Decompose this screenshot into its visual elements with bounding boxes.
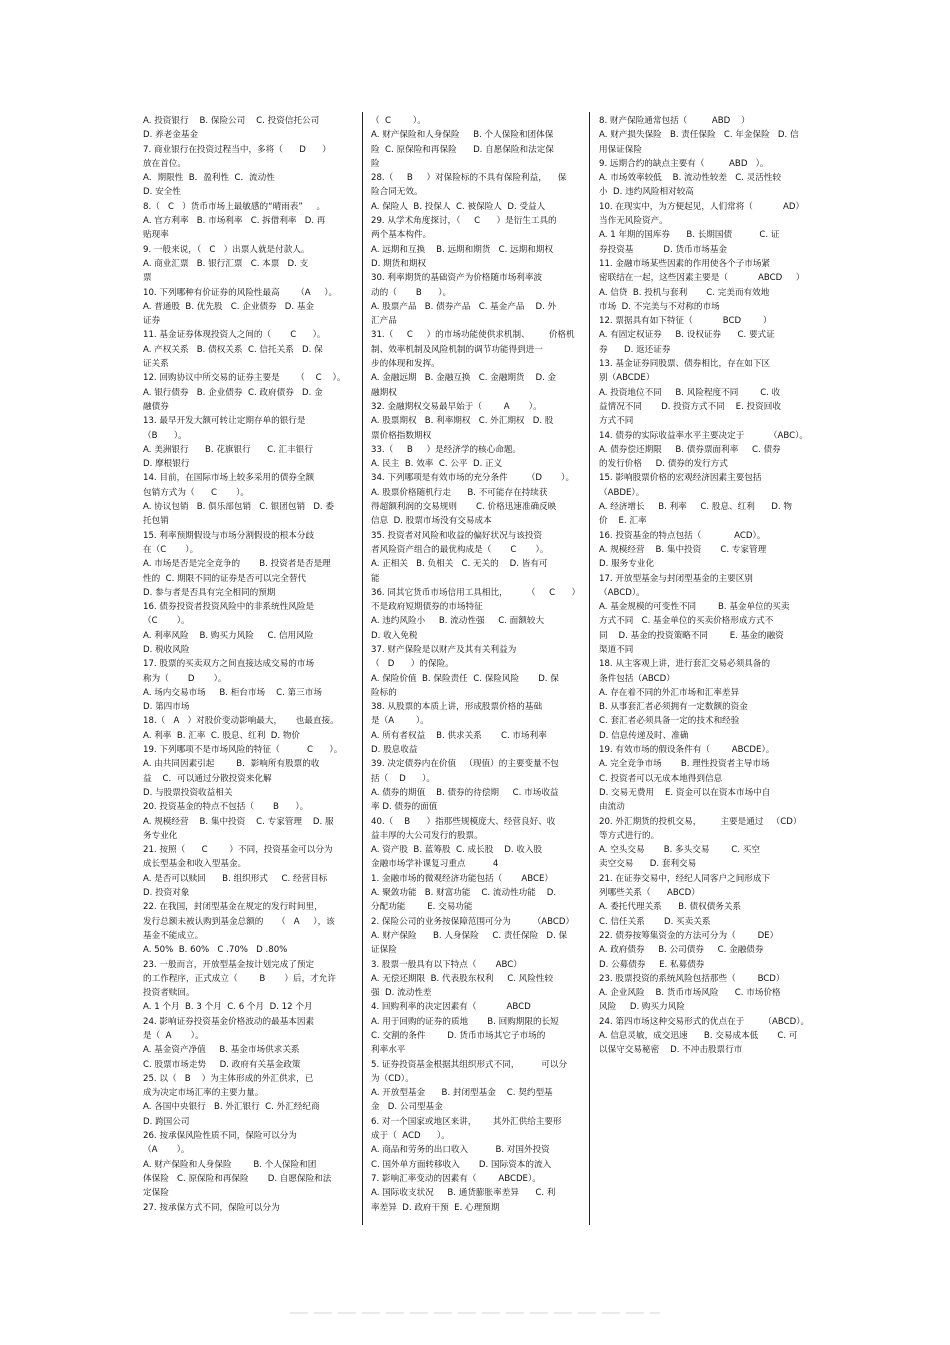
text-line: 15. 影响股票价格的宏观经济因素主要包括 <box>599 473 762 484</box>
text-line: 基金不能成立。 <box>143 930 204 941</box>
text-line: A. 股票期权 B. 利率期权 C. 外汇期权 D. 股 <box>371 416 554 427</box>
text-line: A. 市场是否是完全竞争的 B. 投资者是否是理 <box>143 559 331 570</box>
text-line: A. 用于回购的证券的质地 B. 回购期限的长短 <box>371 1016 559 1027</box>
text-line: A. 利率风险 B. 购买力风险 C. 信用风险 <box>143 630 314 641</box>
text-line: 益 C．可以通过分散投资来化解 <box>143 773 272 784</box>
text-line: 汇产品 <box>371 316 397 327</box>
text-line: A. 民主 B. 效率 C. 公平 D. 正义 <box>371 459 503 470</box>
text-line: A. 商业汇票 B. 银行汇票 C. 本票 D. 支 <box>143 258 309 269</box>
text-line: D. 安全性 <box>143 187 181 198</box>
text-line: 18.（ A ）对股价变动影响最大， 也最直接。 <box>143 716 339 727</box>
text-line: A. 保险价值 B. 保险责任 C. 保险风险 D. 保 <box>371 673 559 684</box>
text-line: 卖空交易 D. 套利交易 <box>599 859 697 870</box>
text-line: D. 参与者是否具有完全相同的预期 <box>143 587 276 598</box>
text-line: 券 D. 返还证券 <box>599 344 671 355</box>
text-line: 10. 在现实中，为方便起见，人们常将（ AD） <box>599 201 805 212</box>
text-line: A. 无偿还期限 B. 代表股东权利 C. 风险性较 <box>371 973 554 984</box>
text-line: 益情况不同 D. 投资方式不同 E. 投资回收 <box>599 401 781 412</box>
text-line: 在（C ）。 <box>143 544 199 555</box>
text-line: 6. 对一个国家或地区来讲， 其外汇供给主要形 <box>371 1116 562 1127</box>
text-line: 贴现率 <box>143 230 169 241</box>
text-line: A. 银行债券 B. 企业债券 C. 政府债券 D. 金 <box>143 387 323 398</box>
text-line: 23. 一般而言，开放型基金按计划完成了预定 <box>143 959 315 970</box>
text-line: A. 经济增长 B. 利率 C. 股息、红利 D. 物 <box>599 502 792 513</box>
text-line: A. 产权关系 B. 债权关系 C. 信托关系 D. 保 <box>143 344 323 355</box>
text-line: A. 债券的期值 B. 债券的待偿期 C. 市场收益 <box>371 787 559 798</box>
text-line: C. 交割的条件 D. 货币市场其它子市场的 <box>371 1031 546 1041</box>
text-line: 4. 回购利率的决定因素有（ ABCD <box>371 1002 531 1013</box>
text-line: 括（ D ）。 <box>371 773 436 784</box>
text-line: A. 信息灵敏，成交迅速 B. 交易成本低 C. 可 <box>599 1031 798 1041</box>
column-divider <box>362 112 363 1225</box>
text-line: 9. 远期合约的缺点主要有（ ABD ）。 <box>599 158 769 169</box>
text-line: 16. 投资基金的特点包括（ ACD）。 <box>599 530 766 541</box>
text-line: 票 <box>143 273 152 284</box>
text-line: 列哪些关系（ ABCD） <box>599 888 700 899</box>
text-line: A. 资产股 B. 蓝筹股 C. 成长股 D. 收入股 <box>371 845 543 856</box>
text-line: 12. 票据具有如下特征（ BCD ） <box>599 316 772 327</box>
text-line: 价 E. 汇率 <box>599 516 647 527</box>
text-line: D. 养老金基金 <box>143 130 199 141</box>
text-line: 14. 目前，在国际市场上较多采用的债券全额 <box>143 473 315 484</box>
text-line: 7. 商业银行在投资过程当中，多将（ D ） <box>143 144 331 155</box>
text-line: 利率水平 <box>371 1045 406 1056</box>
text-line: 密联结在一起，这些因素主要是（ ABCD ） <box>599 273 805 284</box>
text-line: A. 美洲银行 B. 花旗银行 C. 汇丰银行 <box>143 444 313 455</box>
text-line: A. 投资地位不同 B. 风险程度不同 C. 收 <box>599 387 781 398</box>
text-line: 动的（ B ）。 <box>371 287 452 298</box>
text-line: 证券 <box>143 316 161 327</box>
column-1 <box>143 114 357 1215</box>
text-line: 7. 影响汇率变动的因素有（ ABCDE）。 <box>371 1173 541 1184</box>
text-line: A. 财产损失保险 B. 责任保险 C. 年金保险 D. 信 <box>599 130 799 141</box>
text-line: A. 违约风险小 B. 流动性强 C. 面额较大 <box>371 616 545 627</box>
text-line: 9. 一般来说，（ C ）出票人就是付款人。 <box>143 244 310 255</box>
text-line: 21. 按照（ C ）不同，投资基金可以分为 <box>143 845 333 856</box>
text-line: 用保证保险 <box>599 144 642 155</box>
text-line: 22. 债券按筹集资金的方法可分为（ DE） <box>599 930 779 941</box>
text-line: A. 是否可以赎回 B. 组织形式 C. 经营目标 <box>143 873 328 884</box>
text-line: 11. 基金证券体现投资人之间的（ C ）。 <box>143 330 326 341</box>
text-line: A. 规模经营 B. 集中投资 C. 专家管理 <box>599 544 767 555</box>
column-divider <box>589 112 590 1225</box>
column-2 <box>371 114 583 1215</box>
text-line: 8.（ C ）货币市场上最敏感的“晴雨表” 。 <box>143 201 326 212</box>
text-line: 信息 D. 股票市场没有交易成本 <box>371 516 492 527</box>
text-line: A. 财产保险 B. 人身保险 C. 责任保险 D. 保 <box>371 930 568 941</box>
text-line: A. 商品和劳务的出口收入 B. 对国外投资 <box>371 1145 550 1156</box>
text-line: A. 聚敛功能 B. 财富功能 C. 流动性功能 D. <box>371 888 557 899</box>
text-line: 方式不同 <box>599 416 634 427</box>
text-line: A. 财产保险和人身保险 B. 个人保险和团体保 <box>371 130 554 141</box>
text-line: A. 完全竞争市场 B. 理性投资者主导市场 <box>599 759 770 770</box>
text-line: A. 基金规模的可变性不同 B. 基金单位的买卖 <box>599 602 790 613</box>
text-line: C. 股票市场走势 D. 政府有关基金政策 <box>143 1059 301 1070</box>
text-line: D. 税收风险 <box>143 644 190 655</box>
text-line: D. 收入免税 <box>371 630 418 641</box>
text-line: 成为决定市场汇率的主要力量。 <box>143 1088 264 1099</box>
text-line: 放在首位。 <box>143 158 186 169</box>
text-line: 13. 基金证券同股票、债券相比，存在如下区 <box>599 359 771 370</box>
text-line: A. 普通股 B. 优先股 C. 企业债券 D. 基金 <box>143 301 315 312</box>
text-line: A. 空头交易 B. 多头交易 C. 买空 <box>599 845 760 856</box>
text-line: 28.（ B ）对保险标的不具有保险利益， 保 <box>371 173 567 184</box>
text-line: （B ）。 <box>143 430 187 441</box>
text-line: A. 开放型基金 B. 封闭型基金 C. 契约型基 <box>371 1088 553 1099</box>
text-line: （ABCD）。 <box>599 587 645 598</box>
text-line: 投资者赎回。 <box>143 988 195 999</box>
text-line: 体保险 C. 原保险和再保险 D. 自愿保险和法 <box>143 1173 332 1184</box>
text-line: A. 由共同因素引起 B．影响所有股票的收 <box>143 759 320 770</box>
text-line: 金融市场学补课复习重点 4 <box>371 859 499 870</box>
text-line: （C ）。 <box>143 616 190 627</box>
text-line: 16. 债券投资者投资风险中的非系统性风险是 <box>143 602 315 613</box>
text-line: A. 1 个月 B. 3 个月 C. 6 个月 D. 12 个月 <box>143 1002 313 1013</box>
text-line: 17. 开放型基金与封闭型基金的主要区别 <box>599 573 753 584</box>
text-line: 当作无风险资产。 <box>599 216 668 227</box>
text-line: 38. 从股票的本质上讲，形成股票价格的基础 <box>371 702 543 713</box>
text-line: 11. 金融市场某些因素的作用使各个子市场紧 <box>599 258 771 269</box>
text-line: 由流动 <box>599 802 625 813</box>
text-line: 33.（ B ）是经济学的核心命题。 <box>371 444 522 455</box>
text-line: 14. 债券的实际收益率水平主要决定于 （ABC）。 <box>599 430 808 441</box>
text-line: 19. 有效市场的假设条件有（ ABCDE）。 <box>599 745 775 756</box>
text-line: 15. 利率预期假设与市场分割假设的根本分歧 <box>143 530 315 541</box>
text-line: A. 1 年期的国库券 B. 长期国债 C. 证 <box>599 230 780 241</box>
text-line: D. 信息传递及时、准确 <box>599 730 689 741</box>
text-line: 能 <box>371 573 380 584</box>
text-line: 票价格指数期权 <box>371 430 432 441</box>
text-line: A. 财产保险和人身保险 B. 个人保险和团 <box>143 1159 317 1170</box>
text-line: A. 基金资产净值 B. 基金市场供求关系 <box>143 1045 300 1056</box>
text-line: 34. 下列哪项是有效市场的充分条件 （D ）。 <box>371 473 575 484</box>
text-line: A. 债券偿还期限 B. 债券票面利率 C. 债券 <box>599 444 781 455</box>
text-line: D. 与股票投资收益相关 <box>143 787 233 798</box>
text-line: 制、效率机制及风险机制的调节功能得到进一 <box>371 344 543 355</box>
text-line: 发行总额未被认购到基金总额的 （ A ），该 <box>143 916 335 927</box>
text-line: 以保守交易秘密 D. 不冲击股票行市 <box>599 1045 743 1056</box>
text-line: 21. 在证券交易中，经纪人同客户之间形成下 <box>599 873 771 884</box>
text-line: 险合同无效。 <box>371 187 423 198</box>
text-line: 29. 从学术角度探讨，（ C ）是衍生工具的 <box>371 216 557 227</box>
text-line: （A ）。 <box>143 1145 190 1156</box>
text-line: C. 套汇者必须具备一定的技术和经验 <box>599 716 740 727</box>
text-line: 40.（ B ）指那些规模庞大、经营良好、收 <box>371 816 556 827</box>
text-line: 条件包括（ABCD） <box>599 673 675 684</box>
text-line: 35. 投资者对风险和收益的偏好状况与该投资 <box>371 530 543 541</box>
text-line: A. 企业风险 B. 货币市场风险 C. 市场价格 <box>599 988 781 999</box>
text-line: 性的 C. 期限不同的证券是否可以完全替代 <box>143 573 307 584</box>
text-line: A. 正相关 B. 负相关 C. 无关的 D. 皆有可 <box>371 559 548 570</box>
text-line: 39. 决定债券内在价值 （现值）的主要变量不包 <box>371 759 559 770</box>
text-line: 融期权 <box>371 387 397 398</box>
text-line: 36. 同其它货币市场信用工具相比， （ C ） <box>371 587 581 598</box>
text-line: 务专业化 <box>143 830 178 841</box>
text-line: D. 服务专业化 <box>599 559 655 570</box>
text-line: 分配功能 E. 交易功能 <box>371 902 473 913</box>
text-line: A. 场内交易市场 B. 柜台市场 C. 第三市场 <box>143 687 322 698</box>
text-line: A. 保险人 B. 投保人 C. 被保险人 D. 受益人 <box>371 201 546 212</box>
text-line: A. 50% B. 60% C .70% D .80% <box>143 945 288 956</box>
text-line: 25. 以（ B ）为主体形成的外汇供求，已 <box>143 1073 314 1084</box>
text-line: A. 信贷 B. 投机与套利 C. 完美而有效地 <box>599 287 770 298</box>
text-line: 别（ABCDE） <box>599 373 655 384</box>
text-line: A. 利率 B. 汇率 C. 股息、红利 D. 物价 <box>143 730 301 741</box>
text-line: A. 远期和互换 B. 远期和期货 C. 远期和期权 <box>371 244 554 255</box>
text-line: 率 D. 债券的面值 <box>371 802 438 813</box>
text-line: 是（ A ）。 <box>143 1031 204 1041</box>
text-line: 1. 金融市场的微观经济功能包括（ ABCE） <box>371 873 554 884</box>
text-line: 不是政府短期债券的市场特征 <box>371 602 483 613</box>
text-line: 等方式进行的。 <box>599 830 660 841</box>
text-line: （ C ）。 <box>371 116 426 126</box>
text-line: A．期限性 B．盈利性 C．流动性 <box>143 173 275 184</box>
text-line: A. 市场效率较低 B. 流动性较差 C. 灵活性较 <box>599 173 782 184</box>
text-line: 是（A ）。 <box>371 716 429 727</box>
text-line: A. 股票价格随机行走 B. 不可能存在持续获 <box>371 487 548 498</box>
text-line: 率差异 D. 政府干预 E. 心理预期 <box>371 1202 500 1213</box>
text-line: A. 所有者权益 B. 供求关系 C. 市场利率 <box>371 730 547 741</box>
text-line: 的发行价格 D. 债券的发行方式 <box>599 459 728 470</box>
faint-footer-text <box>290 1312 660 1314</box>
text-line: D. 摩根银行 <box>143 459 190 470</box>
text-line: 12. 回购协议中所交易的证券主要是 （ C ）。 <box>143 373 346 384</box>
text-line: A. 国际收支状况 B. 通货膨胀率差异 C. 利 <box>371 1188 556 1199</box>
text-line: D. 期货和期权 <box>371 258 427 269</box>
text-line: 13. 最早开发大额可转让定期存单的银行是 <box>143 416 306 427</box>
text-line: 托包销 <box>143 516 169 527</box>
text-line: 27. 按承保方式不同，保险可以分为 <box>143 1202 280 1213</box>
text-line: 方式不同 C. 基金单位的买卖价格形成方式不 <box>599 616 774 627</box>
text-line: A. 委托代理关系 B. 债权债务关系 <box>599 902 742 913</box>
text-line: A. 规模经营 B. 集中投资 C. 专家管理 D. 服 <box>143 816 334 827</box>
text-line: A. 存在着不同的外汇市场和汇率差异 <box>599 687 740 698</box>
text-line: 证关系 <box>143 359 169 370</box>
text-line: 17. 股票的买卖双方之间直接达成交易的市场 <box>143 659 315 670</box>
text-line: A. 股票产品 B. 债券产品 C. 基金产品 D. 外 <box>371 301 557 312</box>
text-line: （ D ）的保险。 <box>371 659 454 670</box>
text-line: 定保险 <box>143 1188 169 1199</box>
text-line: D. 投资对象 <box>143 888 190 899</box>
text-line: （ABDE）。 <box>599 487 645 498</box>
text-line: 成于（ ACD ）。 <box>371 1131 450 1142</box>
text-line: 3. 股票一般具有以下特点（ ABC） <box>371 959 522 970</box>
text-line: C. 信任关系 D. 买卖关系 <box>599 916 711 927</box>
text-line: 强 D. 流动性差 <box>371 988 432 999</box>
text-line: D. 股息收益 <box>371 745 418 756</box>
text-line: B. 从事套汇者必须拥有一定数额的资金 <box>599 702 748 713</box>
text-line: 风险 D. 购买力风险 <box>599 1002 685 1013</box>
text-line: 证保险 <box>371 945 397 956</box>
text-line: 23. 股票投资的系统风险包括那些（ BCD） <box>599 973 785 984</box>
text-line: 19. 下列哪项不是市场风险的特征（ C ）。 <box>143 745 343 756</box>
text-line: 10. 下列哪种有价证券的风险性最高 （A ）。 <box>143 287 338 298</box>
text-line: 20. 外汇期货的投机交易， 主要是通过 （CD） <box>599 816 802 827</box>
text-line: 险 <box>371 158 380 169</box>
text-line: A. 协议包销 B. 俱乐部包销 C. 银团包销 D. 委 <box>143 502 334 513</box>
text-line: 渠道不同 <box>599 644 634 655</box>
text-line: A. 各国中央银行 B. 外汇银行 C. 外汇经纪商 <box>143 1102 320 1113</box>
text-line: 两个基本构件。 <box>371 230 432 241</box>
text-line: 险标的 <box>371 687 397 698</box>
text-line: 小 D. 违约风险相对较高 <box>599 187 694 198</box>
text-line: 26. 按承保风险性质不同，保险可以分为 <box>143 1131 297 1142</box>
text-line: 同 D. 基金的投资策略不同 E. 基金的融资 <box>599 630 784 641</box>
text-line: D. 第四市场 <box>143 702 190 713</box>
text-line: D. 交易无费用 E. 资金可以在资本市场中自 <box>599 787 771 798</box>
text-line: 成长型基金和收入型基金。 <box>143 859 247 870</box>
text-line: 31.（ C ）的市场功能使供求机制、 价格机 <box>371 330 575 341</box>
text-line: 5. 证券投资基金根据其组织形式不同， 可以分 <box>371 1059 568 1070</box>
text-line: 37. 财产保险是以财产及其有关利益为 <box>371 644 517 655</box>
text-line: 险 C. 原保险和再保险 D. 自愿保险和法定保 <box>371 144 554 155</box>
text-line: 市场 D. 不完美与不对称的市场 <box>599 301 720 312</box>
text-line: 券投资基 D. 货币市场基金 <box>599 244 728 255</box>
text-line: D. 公募债券 E. 私募债券 <box>599 959 705 970</box>
text-line: 益丰厚的大公司发行的股票。 <box>371 830 483 841</box>
text-line: 18. 从主客观上讲，进行套汇交易必须具备的 <box>599 659 771 670</box>
text-line: 24. 影响证券投资基金价格波动的最基本因素 <box>143 1016 315 1027</box>
text-line: 得超额利润的交易规则 C. 价格迅速准确反映 <box>371 502 557 513</box>
text-line: D. 跨国公司 <box>143 1116 190 1127</box>
text-line: 包销方式为（ C ）。 <box>143 487 249 498</box>
text-line: A. 有固定权证券 B. 设权证券 C. 要式证 <box>599 330 775 341</box>
text-line: 为（CD）。 <box>371 1073 414 1084</box>
text-line: C. 投资者可以无成本地得到信息 <box>599 773 723 784</box>
column-3 <box>599 114 811 1058</box>
text-line: 24. 第四市场这种交易形式的优点在于 （ABCD）。 <box>599 1016 810 1027</box>
text-line: 32. 金融期权交易最早始于（ A ）。 <box>371 401 542 412</box>
text-line: 金 D. 公司型基金 <box>371 1102 443 1113</box>
text-line: A. 金融远期 B. 金融互换 C. 金融期货 D. 金 <box>371 373 557 384</box>
text-line: 称为（ D ）。 <box>143 673 227 684</box>
text-line: A. 官方利率 B. 市场利率 C. 拆借利率 D. 再 <box>143 216 326 227</box>
text-line: 者风险资产组合的最优构成是（ C ）。 <box>371 544 549 555</box>
text-line: A. 政府债券 B. 公司债券 C. 金融债券 <box>599 945 764 956</box>
text-line: A. 投资银行 B. 保险公司 C. 投资信托公司 <box>143 116 320 126</box>
text-line: 的工作程序，正式成立（ B ）后，才允许 <box>143 973 336 984</box>
text-line: 20. 投资基金的特点不包括（ B ）。 <box>143 802 309 813</box>
text-line: 22. 在我国，封闭型基金在规定的发行时间里， <box>143 902 323 913</box>
text-line: 融债券 <box>143 401 169 412</box>
text-line: 步的体现和发挥。 <box>371 359 440 370</box>
text-line: C. 国外单方面转移收入 D. 国际资本的流入 <box>371 1159 552 1170</box>
text-line: 8. 财产保险通常包括（ ABD ） <box>599 116 750 126</box>
text-line: 30. 利率期货的基础资产为价格随市场利率波 <box>371 273 543 284</box>
text-line: 2. 保险公司的业务按保障范围可分为 （ABCD） <box>371 916 575 927</box>
